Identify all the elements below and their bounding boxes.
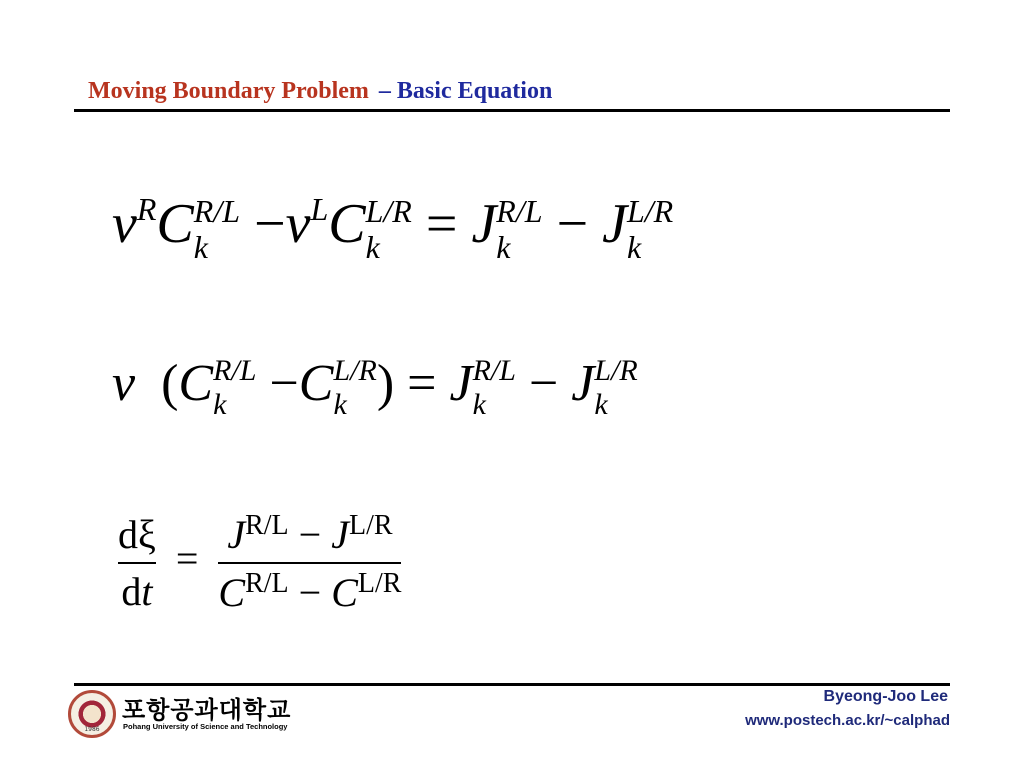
eq2-sub-k3: k <box>472 388 486 422</box>
eq2-sub-k2: k <box>333 388 347 422</box>
university-seal-icon <box>68 690 116 738</box>
slide-title <box>88 78 552 105</box>
eq3-rhs-fraction <box>218 510 401 616</box>
eq3-dxi: dξ <box>118 512 156 557</box>
equation-1 <box>112 191 674 266</box>
eq1-v2: v <box>285 193 311 255</box>
eq3-c1: C <box>218 570 246 615</box>
eq1-j-sup-rl: R/L <box>496 193 543 230</box>
equation-2 <box>112 354 638 420</box>
eq1-j-sup-lr: L/R <box>626 193 674 230</box>
eq2-rparen: ) <box>376 355 395 412</box>
eq2-equals: = <box>407 355 437 412</box>
eq1-j2: J <box>602 193 627 255</box>
eq2-sup-rl: R/L <box>213 354 257 388</box>
eq2-v: v <box>112 355 136 412</box>
eq1-equals: = <box>425 193 458 255</box>
eq1-sup-lr: L/R <box>365 193 412 230</box>
footer-divider <box>74 683 950 686</box>
university-name-korean: 포항공과대학교 <box>122 696 292 724</box>
eq1-sub-k4: k <box>626 229 642 266</box>
eq2-minus-2: − <box>528 355 559 412</box>
eq2-lparen: ( <box>161 355 179 412</box>
eq3-rhs-denominator <box>218 568 401 616</box>
eq3-minus-num: − <box>298 512 322 557</box>
eq1-c2: C <box>328 193 366 255</box>
eq3-lhs-fraction <box>118 511 156 615</box>
eq3-c-sup-rl: R/L <box>245 568 289 599</box>
eq2-c1: C <box>178 355 214 412</box>
eq1-minus-1: − <box>254 193 286 255</box>
eq2-minus-1: − <box>269 355 299 412</box>
eq1-sup-l: L <box>310 191 329 227</box>
eq1-minus-2: − <box>556 193 589 255</box>
eq2-j2: J <box>571 355 595 412</box>
eq3-c-sup-lr: L/R <box>357 568 402 599</box>
title-main: Moving Boundary Problem <box>88 78 369 104</box>
eq3-lhs-numerator <box>118 511 156 558</box>
equation-3 <box>118 510 401 616</box>
title-divider <box>74 109 950 112</box>
university-name-english: Pohang University of Science and Technology <box>123 722 288 731</box>
seal-year: 1986 <box>84 726 100 733</box>
eq2-j1: J <box>449 355 473 412</box>
eq1-sub-k3: k <box>496 229 511 266</box>
eq2-sub-k1: k <box>213 388 227 422</box>
eq3-rhs-numerator <box>218 510 401 558</box>
eq3-j2: J <box>331 512 349 557</box>
eq1-v: v <box>112 193 137 255</box>
eq3-lhs-bar <box>118 562 156 564</box>
eq3-equals: = <box>175 536 199 582</box>
eq3-dt-t: t <box>141 569 153 614</box>
eq3-lhs-denominator <box>118 568 156 615</box>
eq1-j1: J <box>471 193 497 255</box>
eq1-c1: C <box>156 193 194 255</box>
eq1-sub-k1: k <box>193 229 208 266</box>
eq3-c2: C <box>331 570 358 615</box>
eq2-j-sup-rl: R/L <box>472 354 516 388</box>
eq3-j-sup-lr: L/R <box>348 510 393 541</box>
author-name: Byeong-Joo Lee <box>823 688 948 705</box>
eq1-sup-rl: R/L <box>193 193 240 230</box>
eq3-rhs-bar <box>218 562 401 564</box>
eq1-sub-k2: k <box>365 229 380 266</box>
website-url: www.postech.ac.kr/~calphad <box>745 712 950 729</box>
eq2-j-sup-lr: L/R <box>594 354 638 388</box>
eq3-j1: J <box>227 512 246 557</box>
title-sub: – Basic Equation <box>378 78 553 104</box>
eq3-dt-d: d <box>121 569 142 614</box>
eq2-sub-k4: k <box>594 388 608 422</box>
eq3-minus-den: − <box>298 570 322 615</box>
eq1-sup-r: R <box>136 191 157 227</box>
eq2-c2: C <box>298 355 334 412</box>
eq3-j-sup-rl: R/L <box>245 510 289 541</box>
eq2-sup-lr: L/R <box>333 354 377 388</box>
